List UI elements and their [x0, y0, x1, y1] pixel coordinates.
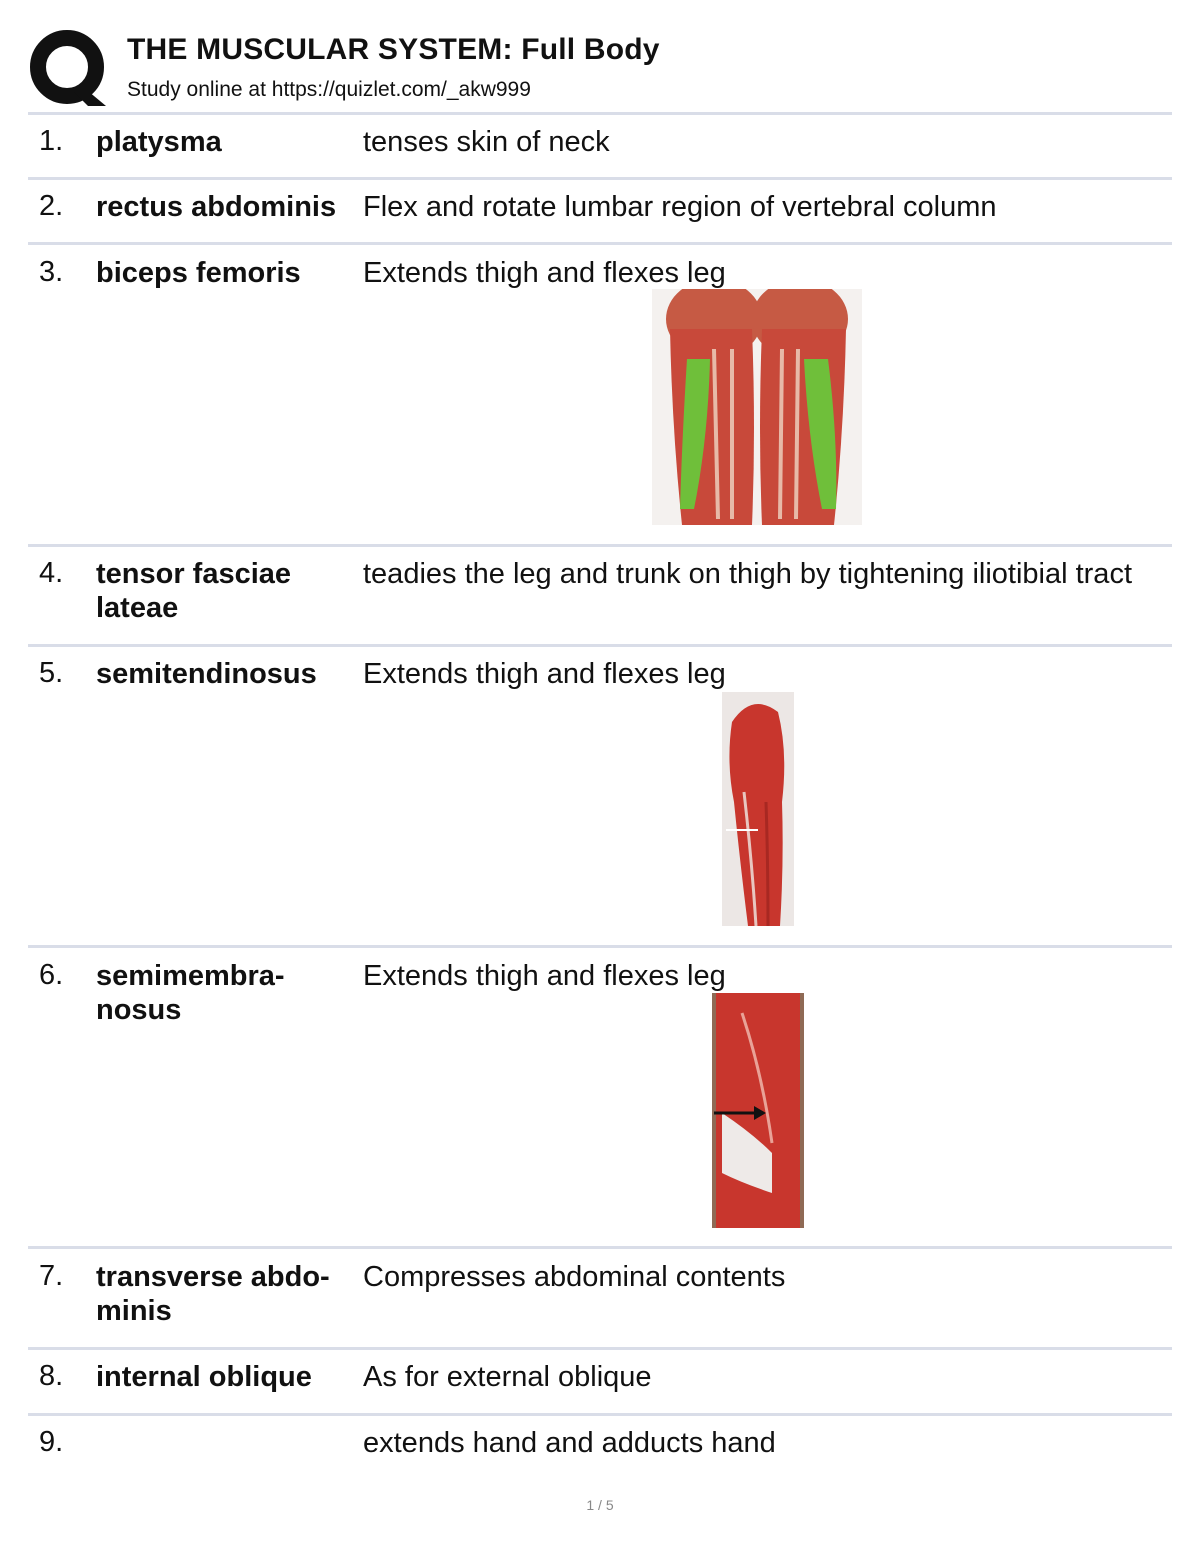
item-number: 6.: [39, 959, 64, 991]
item-term: tensor fasciae lateae: [96, 558, 292, 624]
page-subtitle: Study online at https://quizlet.com/_akw999: [127, 78, 531, 101]
item-number: 2.: [39, 190, 64, 222]
divider: [28, 112, 1172, 115]
divider: [28, 1246, 1172, 1249]
item-definition: Extends thigh and flexes leg: [363, 658, 726, 690]
item-number: 8.: [39, 1360, 64, 1392]
page-number: 1 / 5: [586, 1497, 614, 1513]
leg-muscle-model-arrow-image: [712, 993, 804, 1228]
divider: [28, 1347, 1172, 1350]
item-definition: extends hand and adducts hand: [363, 1427, 776, 1459]
item-definition: teadies the leg and trunk on thigh by tightening iliotibial tract: [363, 558, 1132, 590]
divider: [28, 544, 1172, 547]
quizlet-logo-icon: [30, 30, 106, 106]
item-definition: Flex and rotate lumbar region of vertebral column: [363, 191, 997, 223]
posterior-thigh-muscles-image: [652, 289, 862, 525]
page-title: THE MUSCULAR SYSTEM: Full Body: [127, 33, 660, 66]
item-term: internal oblique: [96, 1361, 312, 1393]
item-definition: Extends thigh and flexes leg: [363, 257, 726, 289]
divider: [28, 177, 1172, 180]
item-number: 3.: [39, 256, 64, 288]
item-number: 7.: [39, 1260, 64, 1292]
item-term: rectus abdominis: [96, 191, 337, 223]
divider: [28, 945, 1172, 948]
item-term: biceps femoris: [96, 257, 301, 289]
item-definition: Extends thigh and flexes leg: [363, 960, 726, 992]
item-number: 1.: [39, 125, 64, 157]
divider: [28, 1413, 1172, 1416]
item-term: semitendinosus: [96, 658, 317, 690]
item-number: 5.: [39, 657, 64, 689]
item-term: semimembra-nosus: [96, 960, 285, 1026]
item-number: 9.: [39, 1426, 64, 1458]
divider: [28, 242, 1172, 245]
item-definition: Compresses abdominal contents: [363, 1261, 786, 1293]
item-definition: tenses skin of neck: [363, 126, 610, 158]
leg-muscle-model-image: [722, 692, 794, 926]
item-definition: As for external oblique: [363, 1361, 652, 1393]
divider: [28, 644, 1172, 647]
item-term: transverse abdo-minis: [96, 1261, 330, 1327]
item-number: 4.: [39, 557, 64, 589]
item-term: platysma: [96, 126, 222, 158]
